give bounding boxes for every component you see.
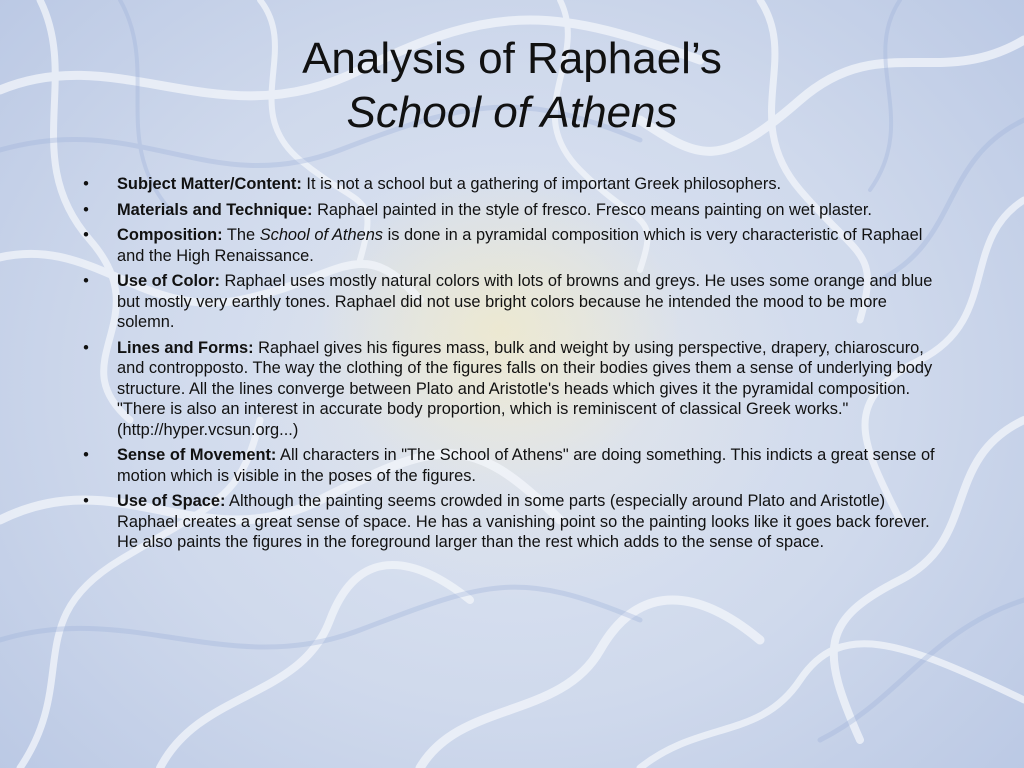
bullet-item-color	[76, 271, 936, 333]
item-label: Sense of Movement:	[117, 446, 277, 464]
item-label: Use of Color:	[117, 272, 220, 290]
bullet-icon: •	[83, 200, 89, 219]
bullet-icon: •	[83, 338, 89, 357]
bullet-icon: •	[83, 226, 89, 244]
item-text-before: The	[222, 226, 260, 244]
item-label: Subject Matter/Content:	[117, 175, 302, 193]
bullet-icon: •	[83, 446, 89, 464]
bullet-item-movement	[76, 445, 936, 486]
item-label: Lines and Forms:	[117, 338, 254, 357]
item-text: All characters in "The School of Athens" are doing something. This indicts a great sense of motion which is visible in the poses of the figures.	[117, 446, 935, 485]
bullet-icon: •	[83, 175, 89, 193]
item-text: It is not a school but a gathering of important Greek philosophers.	[301, 175, 782, 193]
bullet-item-subject-matter	[76, 174, 936, 195]
bullet-icon: •	[83, 492, 89, 510]
bullet-icon: •	[83, 272, 89, 290]
bullet-item-composition	[76, 225, 936, 266]
item-text: Raphael painted in the style of fresco. Fresco means painting on wet plaster.	[312, 200, 872, 219]
item-label: Use of Space:	[117, 492, 226, 510]
bullet-list	[76, 174, 936, 558]
item-text-italic: School of Athens	[259, 226, 384, 244]
bullet-item-space	[76, 491, 936, 553]
item-text: Raphael gives his figures mass, bulk and weight by using perspective, drapery, chiaroscuro, and contropposto. The way the clothing of the figures falls on their bodies gives them a sense of underlying body structure. All the lines converge between Plato and Aristotle's heads which gives it the pyramidal composition. "There is also an interest in accurate body proportion, which is reminiscent of classical Greek works." (http://hyper.vcsun.org...)	[117, 338, 933, 439]
item-label: Materials and Technique:	[117, 200, 313, 219]
title-line-2: School of Athens	[346, 88, 678, 137]
title-line-1: Analysis of Raphael’s	[302, 34, 722, 83]
bullet-item-materials	[76, 200, 936, 221]
slide-title	[112, 32, 912, 140]
item-text: Raphael uses mostly natural colors with lots of browns and greys. He uses some orange and blue but mostly very earthly tones. Raphael did not use bright colors because he intended the mood to be more solemn.	[117, 272, 933, 331]
item-text: Although the painting seems crowded in some parts (especially around Plato and Aristotle) Raphael creates a great sense of space. He has a vanishing point so the painting looks like it goes back forever. He also paints the figures in the foreground larger than the rest which adds to the sense of space.	[117, 492, 930, 551]
item-text-after: is done in a pyramidal composition which is very characteristic of Raphael and the High Renaissance.	[117, 226, 923, 265]
bullet-item-lines-forms	[76, 338, 936, 441]
item-label: Composition:	[117, 226, 223, 244]
